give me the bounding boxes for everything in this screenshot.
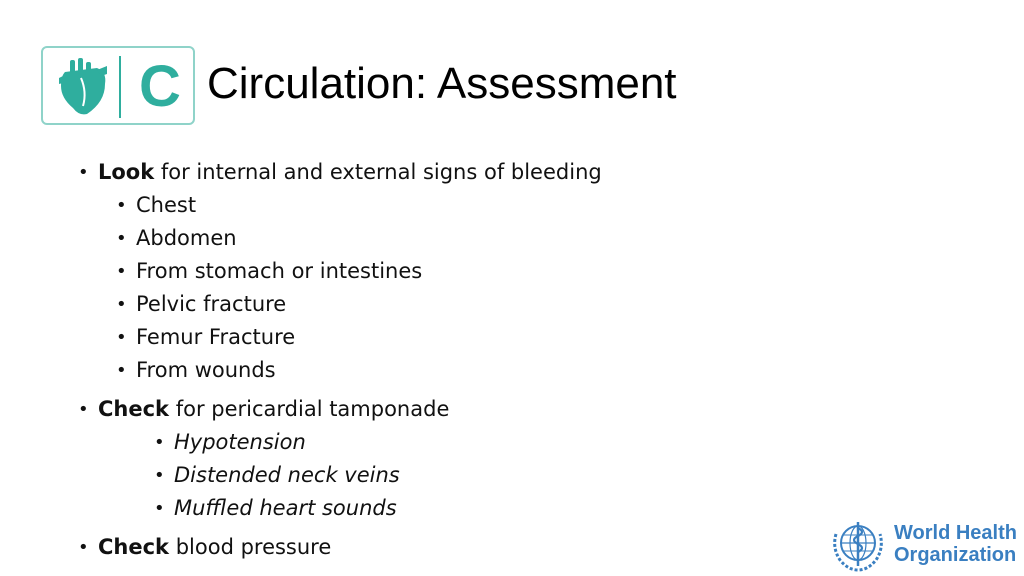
circulation-badge xyxy=(41,46,195,125)
sub-bullet xyxy=(78,492,798,525)
bullet-dot: • xyxy=(116,261,127,282)
bullet-keyword: Look xyxy=(98,160,155,184)
sub-bullet xyxy=(78,426,798,459)
bullet-dot: • xyxy=(154,498,165,519)
sub-bullet xyxy=(78,189,798,222)
who-logo xyxy=(828,514,1018,574)
sub-bullet xyxy=(78,354,798,387)
slide-title: Circulation: Assessment xyxy=(207,59,677,108)
sub-bullet xyxy=(78,321,798,354)
bullet-dot: • xyxy=(78,162,89,183)
bullet-keyword: Check xyxy=(98,535,170,559)
bullet-dot: • xyxy=(116,360,127,381)
bullet-text: for internal and external signs of bleeding xyxy=(154,160,602,184)
who-logo-line2: Organization xyxy=(894,544,1017,566)
sub-bullet-text: Pelvic fracture xyxy=(136,292,287,316)
sub-bullet xyxy=(78,222,798,255)
bullet-dot: • xyxy=(154,432,165,453)
sub-bullet xyxy=(78,459,798,492)
sub-bullet-text: From wounds xyxy=(136,358,276,382)
bullet-dot: • xyxy=(116,195,127,216)
sub-bullet-text: Muffled heart sounds xyxy=(174,496,397,520)
who-logo-text xyxy=(894,522,1017,566)
bullet-text: blood pressure xyxy=(169,535,332,559)
sub-bullet xyxy=(78,255,798,288)
bullet-dot: • xyxy=(116,228,127,249)
bullet-dot: • xyxy=(78,537,89,558)
bullet-keyword: Check xyxy=(98,397,170,421)
sub-bullet-text: Distended neck veins xyxy=(174,463,400,487)
heart-icon xyxy=(57,58,109,116)
bullet-dot: • xyxy=(154,465,165,486)
bullet-check-tamponade xyxy=(78,393,798,426)
sub-bullet-text: Chest xyxy=(136,193,197,217)
sub-bullet-text: Abdomen xyxy=(136,226,237,250)
bullet-dot: • xyxy=(78,399,89,420)
bullet-check-bp xyxy=(78,531,798,564)
bullet-look xyxy=(78,156,798,189)
badge-divider xyxy=(119,56,121,118)
who-emblem-icon xyxy=(828,516,888,574)
sub-bullet-text: Hypotension xyxy=(174,430,306,454)
bullet-dot: • xyxy=(116,327,127,348)
badge-letter: C xyxy=(139,54,181,119)
who-logo-line1: World Health xyxy=(894,522,1017,544)
bullet-dot: • xyxy=(116,294,127,315)
sub-bullet-text: Femur Fracture xyxy=(136,325,296,349)
bullet-list xyxy=(78,156,798,564)
bullet-text: for pericardial tamponade xyxy=(169,397,450,421)
sub-bullet xyxy=(78,288,798,321)
sub-bullet-text: From stomach or intestines xyxy=(136,259,423,283)
